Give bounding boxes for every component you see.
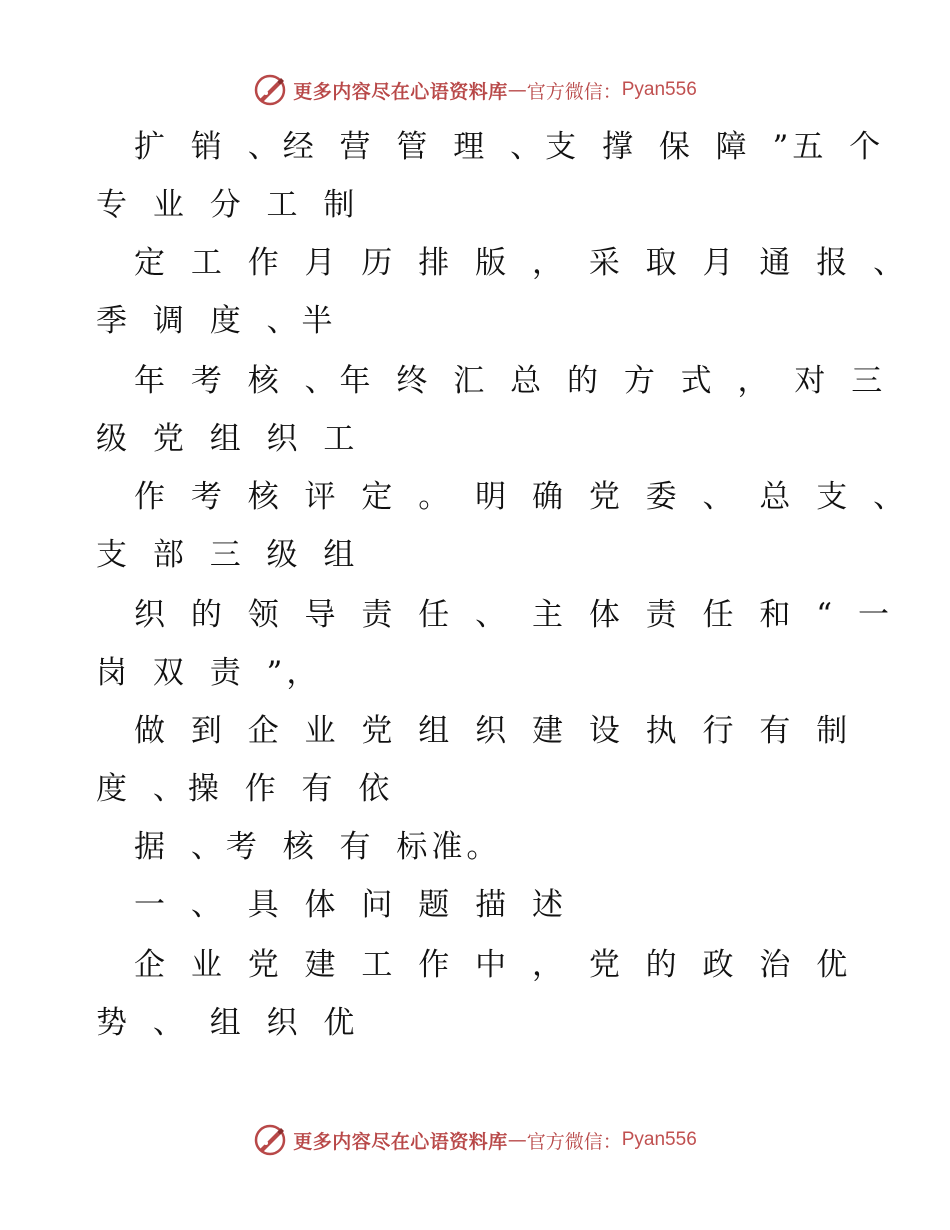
- text-line: 作 考 核 评 定 。 明 确 党 委 、 总 支 、: [134, 479, 909, 515]
- watermark-wechat-label: 官方微信：: [526, 1130, 622, 1153]
- watermark-dash: —: [507, 1129, 527, 1151]
- watermark-wechat-id: Pyan556: [621, 79, 697, 100]
- text-line: 年 考 核 、年 终 汇 总 的 方 式 ， 对 三: [134, 363, 887, 399]
- text-line: 支 部 三 级 组: [96, 537, 359, 573]
- text-line: 势 、 组 织 优: [96, 1005, 359, 1041]
- text-line: 度 、操 作 有 依: [96, 771, 394, 807]
- text-line: 做 到 企 业 党 组 织 建 设 执 行 有 制: [134, 713, 852, 749]
- text-line: 专 业 分 工 制: [96, 187, 359, 223]
- watermark-site-text: 更多内容尽在心语资料库: [293, 80, 508, 103]
- section-heading: 一 、 具 体 问 题 描 述: [134, 887, 567, 923]
- pen-logo-icon: [253, 1123, 287, 1157]
- footer-watermark: [0, 1120, 950, 1160]
- text-line: 级 党 组 织 工: [96, 421, 359, 457]
- text-line: 企 业 党 建 工 作 中 ， 党 的 政 治 优: [134, 947, 852, 983]
- text-line: 织 的 领 导 责 任 、 主 体 责 任 和 “ 一: [134, 597, 893, 633]
- text-line: 岗 双 责 ”，: [96, 655, 322, 691]
- text-line: 扩 销 、经 营 管 理 、支 撑 保 障 ”五 个: [134, 129, 885, 165]
- watermark-dash: —: [507, 79, 527, 101]
- text-line: 据 、考 核 有 标准。: [134, 829, 502, 865]
- text-line: 定 工 作 月 历 排 版 ， 采 取 月 通 报 、: [134, 245, 909, 281]
- text-line: 季 调 度 、半: [96, 303, 337, 339]
- watermark-wechat-label: 官方微信：: [526, 80, 622, 103]
- watermark-site-text: 更多内容尽在心语资料库: [293, 1130, 508, 1153]
- watermark-wechat-id: Pyan556: [621, 1129, 697, 1150]
